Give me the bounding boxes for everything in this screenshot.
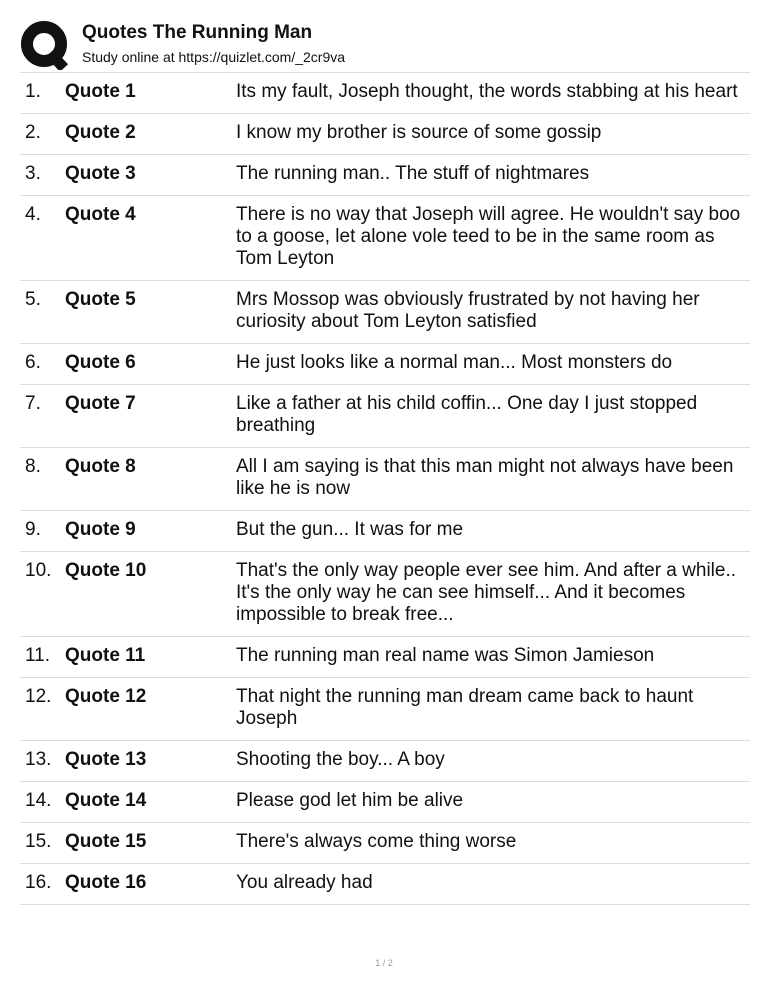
item-term: Quote 14 — [65, 790, 147, 811]
item-number: 16. — [25, 872, 52, 893]
item-term: Quote 7 — [65, 393, 136, 414]
item-definition: The running man.. The stuff of nightmares — [236, 163, 590, 184]
list-item — [20, 741, 750, 782]
item-term: Quote 1 — [65, 81, 136, 102]
list-item — [20, 281, 750, 344]
item-number: 9. — [25, 519, 41, 540]
item-number: 13. — [25, 749, 52, 770]
item-definition: Mrs Mossop was obviously frustrated by not having her curiosity about Tom Leyton satisfied — [236, 289, 700, 332]
item-number: 2. — [25, 122, 41, 143]
list-item — [20, 678, 750, 741]
item-definition: That night the running man dream came back to haunt Joseph — [236, 686, 694, 729]
list-item — [20, 511, 750, 552]
item-number: 11. — [25, 645, 51, 666]
item-term: Quote 9 — [65, 519, 136, 540]
item-definition: He just looks like a normal man... Most monsters do — [236, 352, 673, 373]
list-item — [20, 864, 750, 905]
item-number: 5. — [25, 289, 41, 310]
item-number: 12. — [25, 686, 52, 707]
item-term: Quote 13 — [65, 749, 147, 770]
item-definition: Like a father at his child coffin... One day I just stopped breathing — [236, 393, 698, 436]
item-definition: I know my brother is source of some gossip — [236, 122, 602, 143]
page-header — [20, 18, 750, 70]
item-definition: Shooting the boy... A boy — [236, 749, 445, 770]
item-definition: There is no way that Joseph will agree. He wouldn't say boo to a goose, let alone vole teed to be in the same room as Tom Leyton — [236, 204, 741, 269]
study-link[interactable]: Study online at https://quizlet.com/_2cr9va — [82, 49, 346, 65]
item-term: Quote 6 — [65, 352, 136, 373]
list-item — [20, 782, 750, 823]
list-item — [20, 344, 750, 385]
quote-list — [20, 72, 750, 905]
item-term: Quote 2 — [65, 122, 136, 143]
list-item — [20, 448, 750, 511]
item-number: 7. — [25, 393, 41, 414]
list-item — [20, 823, 750, 864]
item-term: Quote 8 — [65, 456, 136, 477]
item-number: 15. — [25, 831, 52, 852]
item-definition: That's the only way people ever see him. And after a while.. It's the only way he can see himself... And it becomes impossible to break free... — [236, 560, 737, 625]
page-title: Quotes The Running Man — [82, 22, 313, 43]
item-term: Quote 11 — [65, 645, 146, 666]
item-definition: You already had — [236, 872, 373, 893]
page-number: 1 / 2 — [375, 958, 393, 968]
list-item — [20, 385, 750, 448]
list-item — [20, 552, 750, 637]
quizlet-logo-icon — [20, 20, 70, 70]
list-item — [20, 196, 750, 281]
item-definition: Its my fault, Joseph thought, the words stabbing at his heart — [236, 81, 738, 102]
item-number: 3. — [25, 163, 41, 184]
list-item — [20, 155, 750, 196]
list-item — [20, 73, 750, 114]
item-definition: All I am saying is that this man might not always have been like he is now — [236, 456, 734, 499]
item-number: 6. — [25, 352, 41, 373]
list-item — [20, 637, 750, 678]
item-definition: The running man real name was Simon Jamieson — [236, 645, 655, 666]
item-number: 14. — [25, 790, 52, 811]
item-number: 4. — [25, 204, 41, 225]
item-number: 1. — [25, 81, 41, 102]
item-definition: But the gun... It was for me — [236, 519, 464, 540]
item-term: Quote 16 — [65, 872, 147, 893]
item-number: 8. — [25, 456, 41, 477]
list-item — [20, 114, 750, 155]
item-term: Quote 4 — [65, 204, 136, 225]
item-term: Quote 15 — [65, 831, 147, 852]
item-term: Quote 5 — [65, 289, 136, 310]
item-definition: Please god let him be alive — [236, 790, 464, 811]
item-term: Quote 3 — [65, 163, 136, 184]
item-number: 10. — [25, 560, 52, 581]
item-term: Quote 10 — [65, 560, 147, 581]
item-definition: There's always come thing worse — [236, 831, 517, 852]
item-term: Quote 12 — [65, 686, 147, 707]
